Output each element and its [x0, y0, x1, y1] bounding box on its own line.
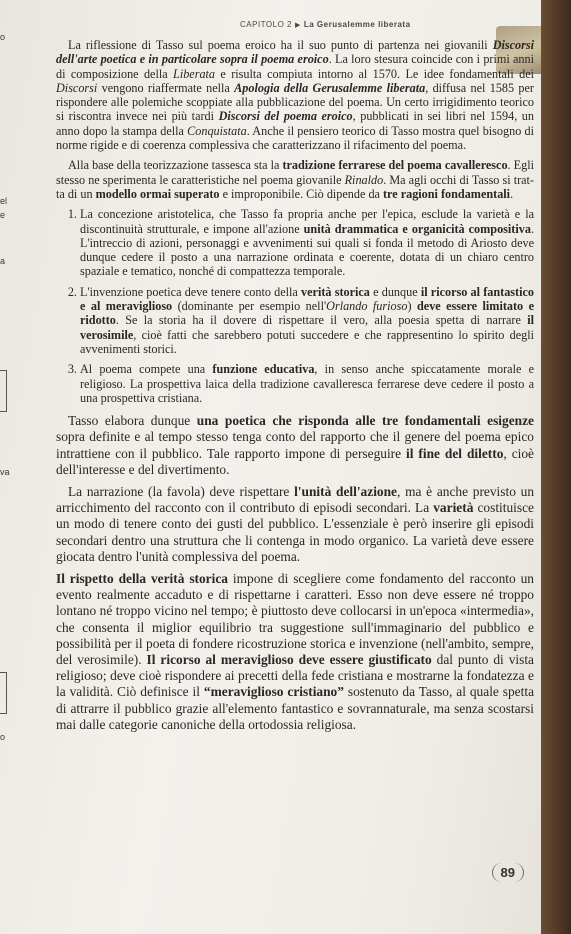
chapter-label: CAPITOLO 2 — [240, 20, 292, 29]
chapter-title: La Gerusalemme liberata — [303, 20, 411, 29]
paragraph-unita — [56, 484, 534, 565]
bold-run: varietà — [433, 500, 474, 516]
text-run: . La loro stesura coincide con i primi anni di composizione della — [56, 52, 534, 81]
text-run: sopra definite e al tempo stesso tenga conto del rapporto che il genere del poema epico intrattiene con il pubblico. Tale rapporto impone di perseguire — [56, 429, 534, 461]
text-run: , cioè dell'interesse e del divertimento. — [56, 445, 534, 477]
triangle-right-icon: ▶ — [294, 22, 301, 29]
page-number: 89 — [492, 863, 524, 882]
bold-run: il fine del diletto — [406, 445, 504, 461]
text-run: La riflessione di Tasso sul poema eroico ha il suo punto di partenza nei giovanili — [68, 38, 493, 52]
emphasis-run: Conquistata — [187, 123, 247, 138]
bold-run: tre ragioni fondamentali — [383, 186, 511, 201]
text-run: . L'intreccio di azioni, personaggi e avvenimenti sui quali si fonda il metodo di Ariosto deve dunque cedere il posto a una narrazione ordinata e coerente, dotata di un chiaro centro spaziale e tematico, nonché di compattezza temporale. — [80, 221, 534, 279]
bold-run: l'unità dell'azione — [294, 483, 398, 499]
paragraph-intro — [56, 38, 534, 152]
main-text — [56, 38, 534, 739]
list-item — [80, 207, 534, 278]
margin-fragment: a — [0, 256, 6, 266]
bold-run: deve essere limitato e ridotto — [80, 299, 534, 328]
paragraph-poetica — [56, 413, 534, 478]
bold-run: modello ormai superato — [95, 186, 220, 201]
text-run: Al poema compete una — [80, 362, 213, 377]
emphasis-run: Discorsi dell'arte poetica e in particolare sopra il poema eroico — [56, 38, 534, 67]
text-run: vengono riaffermate nella — [97, 80, 235, 95]
text-run: . — [510, 186, 514, 201]
reasons-list — [56, 207, 534, 405]
bold-run: “meraviglioso cristiano” — [203, 684, 344, 700]
bold-run: il verosimile — [80, 313, 534, 342]
text-run: , ma è anche previsto un arricchimento del racconto con il contributo di episodi secondari. La — [56, 483, 535, 516]
margin-fragment: va — [0, 467, 10, 477]
bold-run: una poetica che risponda alle tre fondamentali esigenze — [196, 413, 534, 429]
paragraph-verita — [56, 571, 534, 733]
margin-fragment: el — [0, 196, 8, 206]
text-run: e risulta compiuta intorno al 1570. Le idee fondamentali dei — [215, 66, 534, 81]
bold-run: funzione educativa — [212, 362, 315, 377]
text-run: , in senso anche spiccatamente morale e religioso. La prospettiva laica della tradizione cavalleresca ferrarese deve cedere il posto a una prospettiva cristiana. — [80, 362, 534, 405]
text-run: . Se la storia ha il dovere di rispettare il vero, alla poesia spetta di narrare — [115, 313, 528, 328]
text-run: . Ma agli occhi di Tasso si trat-ta di un — [56, 172, 534, 201]
text-run: dal punto di vista religioso; deve cioè rispondere ai precetti della fede cristiana e mostrarne la fondatezza e la validità. Ciò definisce il — [56, 651, 534, 700]
bold-run: Il ricorso al meraviglioso deve essere giustificato — [146, 651, 432, 667]
text-run: La narrazione (la favola) deve rispettare — [68, 483, 295, 499]
text-run: Alla base della teorizzazione tassesca sta la — [68, 158, 283, 173]
paragraph-ferrarese — [56, 158, 534, 201]
emphasis-run: Apologia della Gerusalemme liberata — [234, 80, 426, 95]
text-run: Tasso elabora dunque — [68, 413, 197, 429]
wooden-table-edge — [541, 0, 571, 934]
text-run: , diffusa nel 1585 per rispondere alle polemiche scoppiate alla pubblicazione del poema. Un certo irrigidimento teorico si riscontra invece nei più tardi — [56, 80, 534, 124]
margin-fragment: e — [0, 210, 6, 220]
text-run: costituisce un modo di tenere conto dei gusti del pubblico. L'essenziale è però inserire gli episodi secondari dentro una struttura che li contenga in modo organico. La varietà deve essere giocata dentro l'unità complessiva del poema. — [56, 500, 534, 564]
text-run: La concezione aristotelica, che Tasso fa propria anche per l'epica, esclude la varietà e la discontinuità strutturale, e impone all'azione — [80, 207, 534, 236]
margin-bracket — [0, 672, 7, 714]
text-run: e improponibile. Ciò dipende da — [219, 186, 383, 201]
list-item — [80, 285, 534, 356]
emphasis-run: Discorsi — [56, 80, 98, 95]
text-run: . Egli stesso ne sperimenta le caratteristiche nel poema giovanile — [56, 158, 534, 187]
text-run: (dominante per esempio nell' — [172, 299, 327, 314]
text-run: ) — [407, 299, 417, 314]
emphasis-run: Discorsi del poema eroico — [218, 109, 353, 124]
emphasis-run: Orlando furioso — [326, 299, 408, 314]
list-item — [80, 362, 534, 405]
bold-run: unità drammatica e organicità compositiva — [303, 221, 531, 236]
margin-fragment: o — [0, 732, 6, 742]
margin-fragment: o — [0, 32, 6, 42]
emphasis-run: Rinaldo — [344, 172, 384, 187]
text-run: impone di scegliere come fondamento del racconto un evento realmente accaduto e di rispettarne i caratteri. Esso non deve essere né troppo lontano né troppo vicino nel tempo; è piuttosto deve collocarsi in un'epoca «intermedia», che consenta il miglior equilibrio tra suggestione sull'immaginario del pubblico e possibilità per il poeta di fondere ricostruzione storica e invenzione (nell'ambito, sempre, del verosimile). — [56, 570, 534, 667]
text-run: sostenuto da Tasso, al quale spetta di attrarre il pubblico grazie all'elemento fantastico e sovrannaturale, ma senza scostarsi mai dalle categorie canoniche della ortodossia religiosa. — [56, 684, 535, 732]
bold-run: il ricorso al fantastico e al meraviglioso — [80, 284, 534, 314]
text-run: L'invenzione poetica deve tenere conto della — [80, 284, 302, 299]
text-run: e dunque — [369, 284, 421, 299]
emphasis-run: Liberata — [173, 66, 216, 81]
text-run: , pubblicati in sei libri nel 1594, un anno dopo la stampa della — [56, 109, 534, 138]
bold-run: Il rispetto della verità storica — [56, 570, 228, 586]
bold-run: verità storica — [301, 284, 370, 299]
running-header — [240, 20, 516, 29]
bold-run: tradizione ferrarese del poema cavalleresco — [282, 158, 508, 173]
margin-bracket — [0, 370, 7, 412]
text-run: , cioè fatti che sarebbero potuti succedere e che rappresentino lo spirito degli avvenimenti storici. — [80, 327, 534, 356]
text-run: . Anche il pensiero teorico di Tasso mostra quel bisogno di norme rigide e di coerenza complessiva che caratterizzano il rifacimento del poema. — [56, 123, 534, 153]
